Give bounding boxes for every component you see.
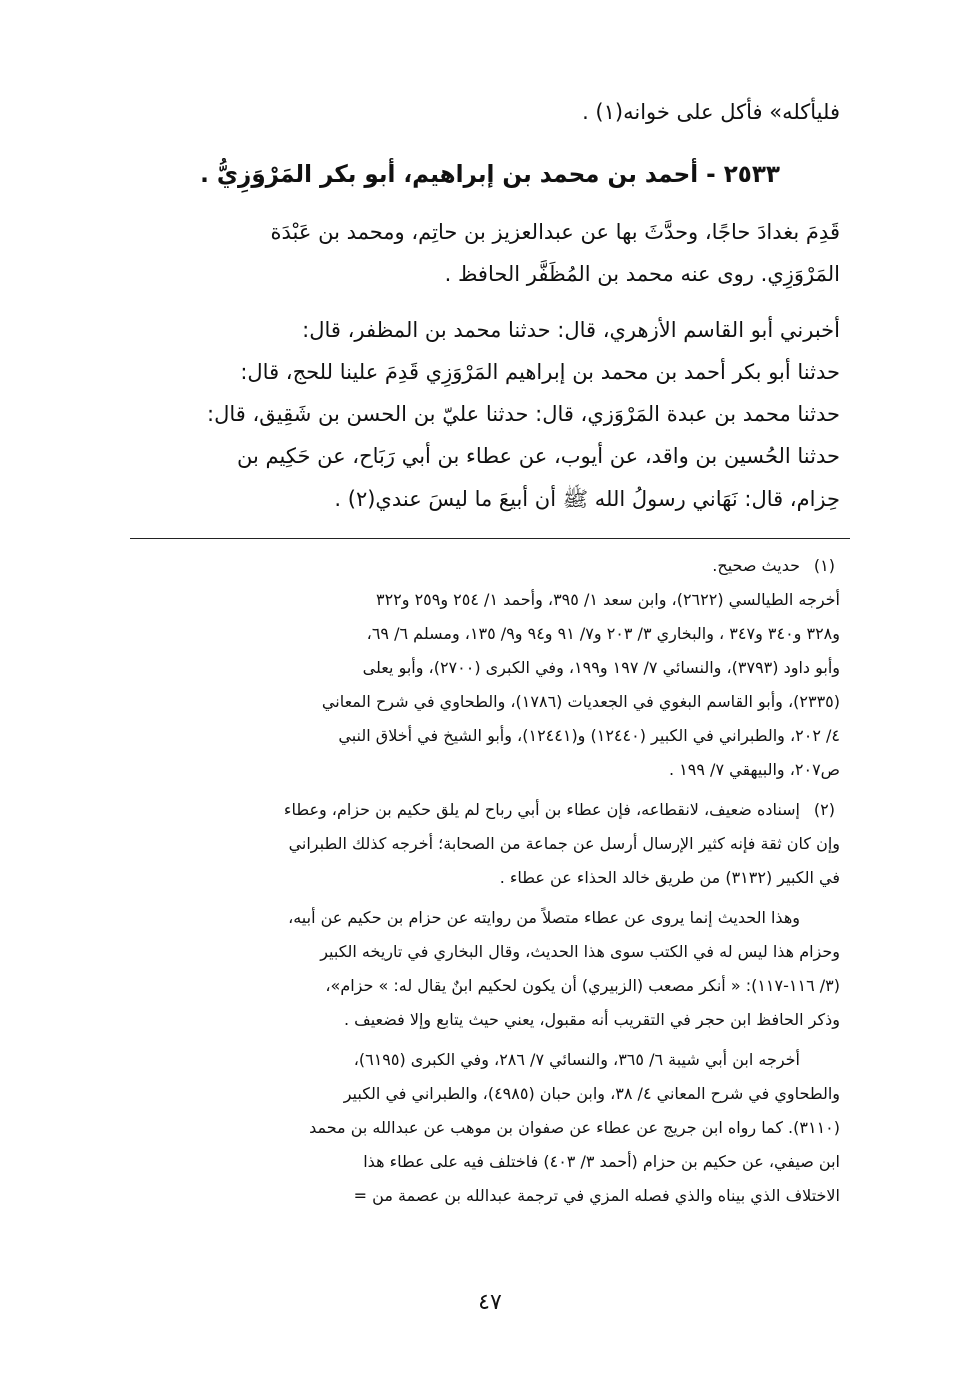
bio-line-1: قَدِمَ بغدادَ حاجًا، وحدَّثَ بها عن عبدالعزيز بن حاتِم، ومحمد بن عَبْدَة [270,220,840,244]
isnad-line-5: حِزام، قال: نَهَاني رسولُ الله ﷺ أن أبيعَ ما ليسَ عندي(٢) . [334,487,840,511]
footnote-2-para3-line: والطحاوي في شرح المعاني ٤/ ٣٨، وابن حبان (٤٩٨٥)، والطبراني في الكبير [343,1084,840,1103]
footnote-2-para3-line: الاختلاف الذي بيناه والذي فصله المزي في ترجمة عبدالله بن عصمة من = [353,1186,840,1205]
footnote-2-line: وإن كان ثقة فإنه كثير الإرسال أرسل عن جماعة من الصحابة؛ أخرجه كذلك الطبراني [288,834,840,853]
footnote-1-line: حديث صحيح. [712,556,800,575]
footnote-1-line: (٢٣٣٥)، وأبو القاسم البغوي في الجعديات (١٧٨٦)، والطحاوي في شرح المعاني [321,692,840,711]
isnad-line-4: حدثنا الحُسين بن واقد، عن أيوب، عن عطاء بن أبي رَبَاح، عن حَكِيم بن [237,444,840,468]
footnote-1-number: (١) [813,556,835,575]
footnote-1-line: و٣٢٨ و٣٤٠ و٣٤٧ ، والبخاري ٣/ ٢٠٣ و٧/ ٩١ و٩٤ و٩/ ١٣٥، ومسلم ٦/ ٦٩، [366,624,840,643]
entry-heading: ٢٥٣٣ - أحمد بن محمد بن إبراهيم، أبو بكر المَرْوَزِيُّ . [200,160,780,188]
footnote-1-line: أخرجه الطيالسي (٢٦٢٢)، وابن سعد ١/ ٣٩٥، وأحمد ١/ ٢٥٤ و٢٥٩ و٣٢٢ [375,590,840,609]
footnote-1-line: وأبو داود (٣٧٩٣)، والنسائي ٧/ ١٩٧ و١٩٩، وفي الكبرى (٢٧٠٠)، وأبو يعلى [362,658,840,677]
footnote-2-para2-line: وهذا الحديث إنما يروى عن عطاء متصلاً من روايته عن حزام بن حكيم عن أبيه، [288,908,800,927]
isnad-line-3: حدثنا محمد بن عبدة المَرْوَزي، قال: حدثنا عليّ بن الحسن بن شَقِيق، قال: [207,402,840,426]
footnote-2-para3-line: ابن صيفي، عن حكيم بن حزام (أحمد ٣/ ٤٠٣) فاختلف فيه على عطاء هذا [363,1152,840,1171]
footnote-2-line: إسناده ضعيف، لانقطاعه، فإن عطاء بن أبي رباح لم يلق حكيم بن حزام، وعطاء [283,800,800,819]
continuation-line: فليأكله» فأكل على خوانه(١) . [582,100,840,124]
footnote-1-line: ص٢٠٧، والبيهقي ٧/ ١٩٩ . [669,760,840,779]
footnote-2-line: في الكبير (٣١٣٢) من طريق خالد الحذاء عن عطاء . [499,868,840,887]
bio-line-2: المَرْوَزِي. روى عنه محمد بن المُظَفَّر الحافظ . [444,262,840,286]
footnote-2-para3-line: أخرجه ابن أبي شيبة ٦/ ٣٦٥، والنسائي ٧/ ٢٨٦، وفي الكبرى (٦١٩٥)، [353,1050,800,1069]
isnad-line-1: أخبرني أبو القاسم الأزهري، قال: حدثنا محمد بن المظفر، قال: [302,318,840,342]
footnote-2-number: (٢) [813,800,835,819]
footnote-2-para2-line: وذكر الحافظ ابن حجر في التقريب أنه مقبول، يعني حيث يتابع وإلا فضعيف . [343,1010,840,1029]
footnote-2-para2-line: وحزام هذا ليس له في الكتب سوى هذا الحديث، وقال البخاري في تاريخه الكبير [320,942,840,961]
isnad-line-2: حدثنا أبو بكر أحمد بن محمد بن إبراهيم المَرْوَزِي قَدِمَ علينا للحج، قال: [240,360,840,384]
footnote-2-para2-line: (٣/ ١١٦-١١٧): « أنكر مصعب (الزبيري) أن يكون لحكيم ابنٌ يقال له: » حزام»، [325,976,840,995]
footnote-1-line: ٤/ ٢٠٢، والطبراني في الكبير (١٢٤٤٠) و(١٢٤٤١)، وأبو الشيخ في أخلاق النبي [338,726,840,745]
footnote-2-para3-line: (٣١١٠). كما رواه ابن جريج عن عطاء عن صفوان بن موهب عن عبدالله بن محمد [309,1118,840,1137]
page-number: ٤٧ [478,1290,502,1315]
footnote-separator [130,538,850,539]
